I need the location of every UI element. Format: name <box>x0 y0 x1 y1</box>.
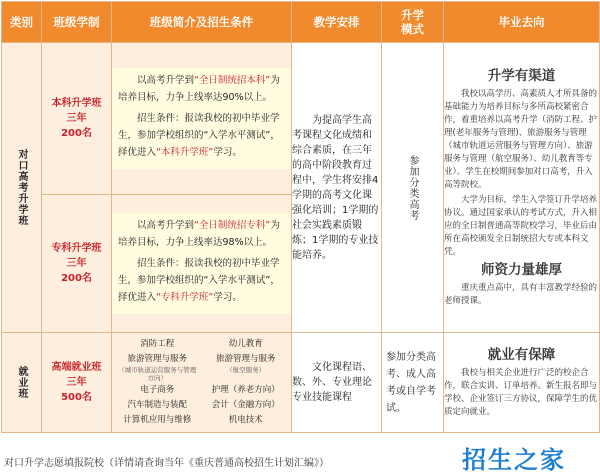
header-mode: 升学模式 <box>382 2 444 43</box>
destination-cell <box>444 43 600 333</box>
table-header-row <box>2 2 600 43</box>
mode-cell: 参加分类高考 <box>382 43 444 333</box>
footer-note: 对口升学志愿填报院校（详情请查询当年《重庆普通高校招生计划汇编》） <box>4 458 329 469</box>
header-category: 类别 <box>2 2 42 43</box>
category-cell: 对口高考升学班 <box>2 43 42 333</box>
destination-text: 重庆重点高中，具有丰富教学经验的老师授课。 <box>444 283 598 306</box>
major-name: 旅游管理与服务 <box>127 354 187 364</box>
major-name: 消防工程 <box>140 339 175 349</box>
destination-cell <box>444 333 600 433</box>
program-years: 三年 <box>66 113 87 124</box>
major-item <box>116 399 199 412</box>
major-name: 旅游管理与服务 <box>215 354 276 364</box>
destination-text: 我校与相关企业进行广泛的校企合作，联合实训、订单培养。新生报名即与学校、企业签订三方协议，保障学生的优质定向就业。 <box>444 368 598 417</box>
major-item <box>116 338 199 351</box>
major-item <box>205 338 288 351</box>
destination-text: 我校以高学历、高素质人才所具备的基础能力为培养目标与多所高校紧密合作，着重培养以高考升学（消防工程、护理(老年服务与管理)、旅游服务与管理（城市轨道运营服务与管理方向）、旅游服务与管理（航空服务）、幼儿教育等专业）。学生在校期间参加对口高考，升入高等院校。 <box>444 89 598 190</box>
condition-text: 招生条件：报读我校的初中毕业学生，参加学校组织的“入学水平测试”，择优进入“本科升学班”学习。 <box>118 113 280 158</box>
header-destination: 毕业去向 <box>444 2 600 43</box>
major-subtitle: （城市轨道运营服务与管理方向） <box>118 366 197 382</box>
major-item <box>116 384 199 397</box>
program-name: 高端就业班 <box>51 362 102 373</box>
program-years: 三年 <box>66 377 87 388</box>
major-item <box>205 353 288 382</box>
intro-box <box>112 68 291 169</box>
category-cell: 就业班 <box>2 333 42 433</box>
table-row <box>2 333 600 433</box>
mode-cell: 参加分类高考、成人高考或自学考试。 <box>382 333 444 433</box>
header-intro: 班级简介及招生条件 <box>112 2 292 43</box>
major-name: 汽车制造与装配 <box>127 400 187 410</box>
program-name: 专科升学班 <box>51 243 102 254</box>
intro-cell <box>112 43 292 195</box>
intro-box <box>112 213 291 314</box>
destination-heading: 升学有渠道 <box>487 68 556 84</box>
intro-cell <box>112 195 292 333</box>
program-years: 三年 <box>66 258 87 269</box>
header-class: 班级学制 <box>42 2 112 43</box>
majors-cell <box>112 333 292 433</box>
program-name: 本科升学班 <box>51 98 102 109</box>
condition-text: 招生条件：报读我校的初中毕业学生，参加学校组织的“入学水平测试”，择优进入“专科升学班”学习。 <box>118 258 280 303</box>
major-item <box>205 384 288 397</box>
major-name: 电子商务 <box>140 385 175 395</box>
major-item <box>205 414 288 427</box>
admission-table <box>1 1 600 433</box>
teaching-cell: 文化课程语、数、外、专业理论专业技能课程 <box>292 333 382 433</box>
major-name: 护理（养老方向） <box>211 385 280 395</box>
destination-heading: 就业有保障 <box>487 347 556 363</box>
header-teaching: 教学安排 <box>292 2 382 43</box>
destination-heading: 师资力量雄厚 <box>481 262 562 278</box>
program-quota: 200名 <box>61 273 92 284</box>
intro-text: 以高考升学到“全日制统招专科”为培养目标，力争上线率达98%以上。 <box>118 220 280 248</box>
teaching-cell: 为提高学生高考课程文化成绩和综合素质，在三年的高中阶段教育过程中，学生将安排4学期的高考文化课强化培训；1学期的社会实践素质锻炼；1学期的专业技能培养。 <box>292 43 382 333</box>
program-cell <box>42 43 112 195</box>
program-cell <box>42 195 112 333</box>
major-item <box>116 414 199 427</box>
major-name: 计算机应用与维修 <box>123 415 192 425</box>
intro-text: 以高考升学到“全日制统招本科”为培养目标，力争上线率达90%以上。 <box>118 75 280 103</box>
program-quota: 500名 <box>61 392 92 403</box>
major-item <box>116 353 199 382</box>
major-item <box>205 399 288 412</box>
major-name: 机电技术 <box>228 415 263 425</box>
program-cell <box>42 333 112 433</box>
major-name: 幼儿教育 <box>228 339 263 349</box>
site-logo: 招生之家 <box>462 445 566 474</box>
major-subtitle: （航空服务） <box>226 366 266 374</box>
program-quota: 200名 <box>61 128 92 139</box>
major-name: 会计（金融方向） <box>211 400 280 410</box>
destination-text: 大学为目标，学生入学签订升学培养协议。通过国家承认的考试方式，升入相应的全日制普通高等院校学习，毕业后由所在高校颁发全日制统招大专或本科文凭。 <box>444 195 598 257</box>
table-row <box>2 43 600 195</box>
majors-list <box>112 335 291 430</box>
